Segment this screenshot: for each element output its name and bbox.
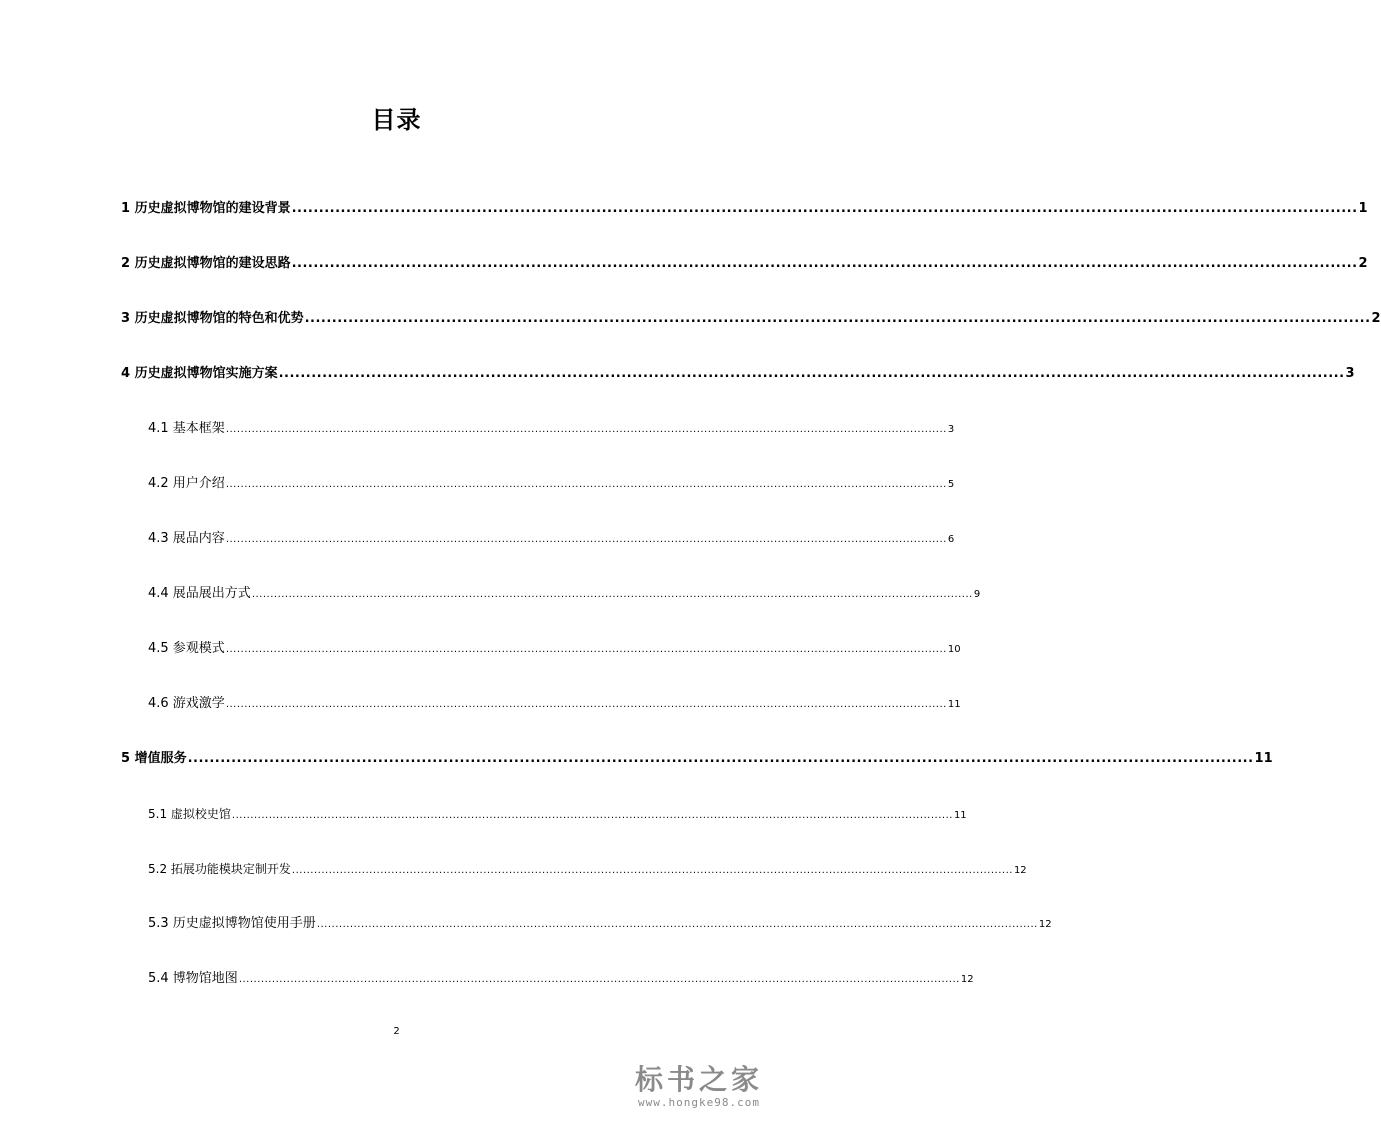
toc-leader-dots: ....................................................................................................................................................................................................: [225, 534, 947, 545]
toc-entry-5-4[interactable]: [148, 969, 974, 989]
toc-entry-label: 3 历史虚拟博物馆的特色和优势: [121, 311, 304, 326]
toc-entry-label: 2 历史虚拟博物馆的建设思路: [121, 256, 291, 271]
toc-leader-dots: ....................................................................................................................................................................................................: [291, 865, 1013, 876]
toc-leader-dots: ....................................................................................................................................................................................................: [225, 699, 947, 710]
toc-entry-1[interactable]: [121, 199, 1368, 219]
toc-entry-label: 4.3 展品内容: [148, 531, 225, 546]
toc-leader-dots: ....................................................................................................................................................................................................: [278, 366, 1345, 381]
toc-entry-label: 4.4 展品展出方式: [148, 586, 251, 601]
toc-entry-label: 4 历史虚拟博物馆实施方案: [121, 366, 278, 381]
toc-entry-label: 5.4 博物馆地图: [148, 971, 238, 986]
toc-entry-page: 9: [973, 589, 981, 600]
toc-entry-4-1[interactable]: [148, 419, 955, 439]
toc-entry-label: 4.2 用户介绍: [148, 476, 225, 491]
page-title: 目录: [371, 106, 422, 134]
toc-entry-label: 4.5 参观模式: [148, 641, 225, 656]
toc-leader-dots: ....................................................................................................................................................................................................: [225, 424, 947, 435]
toc-entry-label: 4.6 游戏激学: [148, 696, 225, 711]
toc-leader-dots: ....................................................................................................................................................................................................: [251, 589, 973, 600]
toc-entry-3[interactable]: [121, 309, 1381, 329]
toc-entry-page: 6: [947, 534, 955, 545]
toc-leader-dots: ....................................................................................................................................................................................................: [291, 256, 1358, 271]
toc-leader-dots: ....................................................................................................................................................................................................: [187, 751, 1254, 766]
toc-entry-page: 12: [1038, 919, 1052, 930]
toc-leader-dots: ....................................................................................................................................................................................................: [291, 201, 1358, 216]
toc-entry-4-2[interactable]: [148, 474, 955, 494]
watermark-brand: 标书之家: [634, 1063, 763, 1096]
watermark-url: www.hongke98.com: [638, 1096, 760, 1109]
toc-entry-label: 5 增值服务: [121, 751, 187, 766]
toc-entry-page: 11: [953, 810, 967, 821]
toc-entry-page: 3: [947, 424, 955, 435]
toc-entry-4-3[interactable]: [148, 529, 955, 549]
toc-entry-page: 11: [947, 699, 961, 710]
toc-entry-5-3[interactable]: [148, 914, 1052, 934]
toc-leader-dots: ....................................................................................................................................................................................................: [231, 810, 953, 821]
toc-entry-label: 5.1 虚拟校史馆: [148, 807, 231, 821]
watermark-logo: [619, 1064, 779, 1110]
toc-entry-page: 10: [947, 644, 961, 655]
toc-entry-4[interactable]: [121, 364, 1355, 384]
toc-entry-4-5[interactable]: [148, 639, 961, 659]
toc-entry-page: 1: [1358, 201, 1368, 216]
toc-entry-4-4[interactable]: [148, 584, 981, 604]
toc-entry-page: 3: [1345, 366, 1355, 381]
toc-entry-5-2[interactable]: [148, 859, 1027, 879]
toc-entry-label: 4.1 基本框架: [148, 421, 225, 436]
toc-leader-dots: ....................................................................................................................................................................................................: [238, 974, 960, 985]
toc-leader-dots: ....................................................................................................................................................................................................: [304, 311, 1371, 326]
toc-entry-label: 5.3 历史虚拟博物馆使用手册: [148, 916, 316, 931]
toc-entry-4-6[interactable]: [148, 694, 961, 714]
toc-entry-page: 12: [960, 974, 974, 985]
toc-entry-page: 2: [1371, 311, 1381, 326]
toc-entry-5[interactable]: [121, 749, 1273, 769]
toc-entry-2[interactable]: [121, 254, 1368, 274]
page-number: 2: [393, 1026, 400, 1037]
toc-entry-page: 5: [947, 479, 955, 490]
toc-entry-5-1[interactable]: [148, 804, 967, 824]
toc-entry-page: 11: [1254, 751, 1273, 766]
toc-leader-dots: ....................................................................................................................................................................................................: [316, 919, 1038, 930]
toc-leader-dots: ....................................................................................................................................................................................................: [225, 479, 947, 490]
toc-entry-page: 12: [1013, 865, 1027, 876]
toc-entry-label: 5.2 拓展功能模块定制开发: [148, 862, 291, 876]
toc-leader-dots: ....................................................................................................................................................................................................: [225, 644, 947, 655]
toc-entry-label: 1 历史虚拟博物馆的建设背景: [121, 201, 291, 216]
toc-entry-page: 2: [1358, 256, 1368, 271]
